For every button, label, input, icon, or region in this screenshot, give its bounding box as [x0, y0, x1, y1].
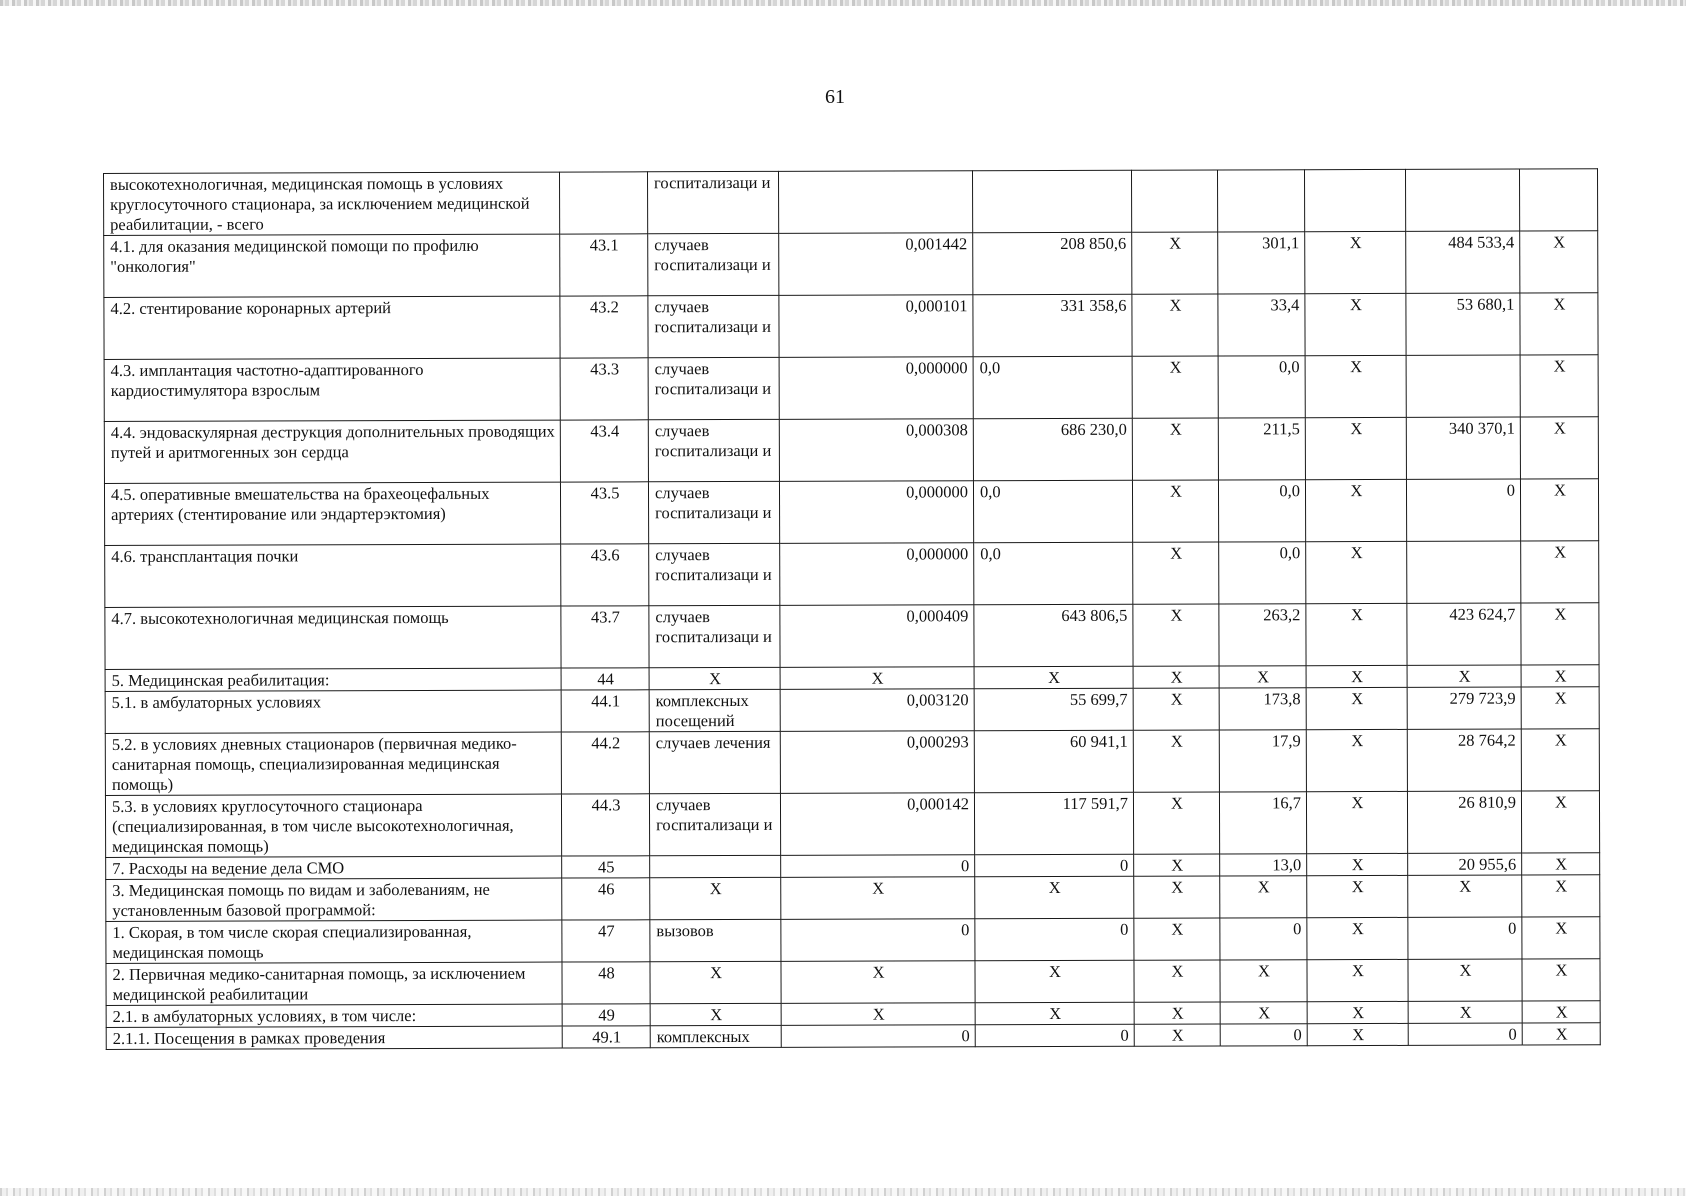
x-cell-c: X [1520, 479, 1598, 541]
row-name-cell: 3. Медицинская помощь по видам и заболеваниям, не установленным базовой программой: [106, 878, 562, 921]
norm-volume-cell: X [781, 877, 975, 920]
per-capita-cell: 17,9 [1219, 730, 1306, 792]
row-name-cell: 1. Скорая, в том числе скорая специализированная, медицинская помощь [106, 920, 562, 963]
x-cell-b: X [1307, 1001, 1408, 1023]
total-cost-cell: X [1408, 875, 1522, 917]
per-capita-cell: 173,8 [1219, 688, 1306, 730]
per-capita-cell: 0 [1220, 918, 1307, 960]
x-cell-a: X [1133, 542, 1219, 604]
per-capita-cell [1217, 170, 1304, 232]
row-code-cell: 46 [562, 878, 650, 920]
row-name-cell: 5.3. в условиях круглосуточного стационара (специализированная, в том числе высокотехнологичная, медицинская помощь) [105, 794, 561, 857]
cost-per-unit-cell: 331 358,6 [973, 294, 1132, 356]
norm-volume-cell: 0,001442 [779, 233, 973, 296]
row-name-cell: 4.1. для оказания медицинской помощи по профилю "онкология" [104, 234, 560, 297]
norm-volume-cell: 0,003120 [780, 689, 974, 732]
per-capita-cell: X [1219, 666, 1306, 688]
x-cell-a: X [1133, 688, 1219, 730]
total-cost-cell: X [1408, 1001, 1522, 1023]
unit-cell: вызовов [650, 919, 781, 961]
cost-per-unit-cell: 0,0 [973, 356, 1132, 418]
x-cell-b: X [1306, 729, 1407, 791]
table-body [104, 169, 1601, 1050]
per-capita-cell: X [1220, 1002, 1307, 1024]
row-code-cell: 43.2 [560, 296, 648, 358]
row-code-cell: 43.7 [561, 606, 649, 668]
x-cell-b: X [1306, 541, 1407, 603]
x-cell-b: X [1305, 355, 1406, 417]
norm-volume-cell: 0,000101 [779, 295, 973, 358]
row-name-cell: 4.2. стентирование коронарных артерий [104, 296, 560, 359]
x-cell-c: X [1522, 1001, 1600, 1023]
row-name-cell: 4.7. высокотехнологичная медицинская помощь [105, 606, 561, 669]
row-code-cell: 43.5 [560, 482, 648, 544]
x-cell-a: X [1132, 418, 1218, 480]
norm-volume-cell: 0,000000 [780, 543, 974, 606]
row-code-cell: 48 [562, 962, 650, 1004]
x-cell-c: X [1522, 959, 1600, 1001]
cost-per-unit-cell [972, 170, 1131, 232]
table-row [105, 791, 1599, 858]
cost-per-unit-cell: X [974, 666, 1133, 688]
per-capita-cell: 0,0 [1219, 542, 1306, 604]
per-capita-cell: 0,0 [1218, 480, 1305, 542]
row-name-cell: 2.1.1. Посещения в рамках проведения [106, 1026, 562, 1049]
x-cell-a: X [1132, 232, 1218, 294]
table-row [104, 417, 1598, 484]
per-capita-cell: 263,2 [1219, 604, 1306, 666]
table-row [106, 1023, 1600, 1050]
x-cell-c: X [1522, 853, 1600, 875]
per-capita-cell: 0,0 [1218, 356, 1305, 418]
x-cell-b: X [1305, 479, 1406, 541]
row-name-cell: 5. Медицинская реабилитация: [105, 668, 561, 691]
cost-per-unit-cell: 0,0 [973, 480, 1132, 542]
x-cell-b: X [1307, 875, 1408, 917]
row-name-cell: 4.6. трансплантация почки [105, 544, 561, 607]
table-row [104, 293, 1598, 360]
norm-volume-cell: X [781, 961, 975, 1004]
cost-per-unit-cell: 55 699,7 [974, 688, 1133, 730]
per-capita-cell: 0 [1220, 1024, 1307, 1046]
row-code-cell: 44.3 [561, 794, 649, 856]
row-code-cell: 43.6 [561, 544, 649, 606]
table-row [105, 541, 1599, 608]
x-cell-c: X [1522, 917, 1600, 959]
x-cell-c: X [1520, 417, 1598, 479]
row-code-cell: 49.1 [562, 1026, 650, 1048]
x-cell-c: X [1521, 665, 1599, 687]
total-cost-cell: 53 680,1 [1406, 293, 1520, 355]
x-cell-a: X [1133, 666, 1219, 688]
x-cell-a: X [1133, 730, 1219, 792]
table-row [106, 959, 1600, 1006]
row-name-cell: 4.4. эндоваскулярная деструкция дополнительных проводящих путей и аритмогенных зон сердца [104, 420, 560, 483]
x-cell-a: X [1134, 854, 1220, 876]
x-cell-c: X [1521, 729, 1599, 791]
x-cell-b: X [1306, 687, 1407, 729]
total-cost-cell: 26 810,9 [1407, 791, 1521, 853]
norm-volume-cell: X [780, 667, 974, 690]
norm-volume-cell: 0 [781, 1025, 975, 1048]
x-cell-a: X [1134, 876, 1220, 918]
table-row [106, 875, 1600, 922]
x-cell-c [1519, 169, 1597, 231]
per-capita-cell: 16,7 [1219, 792, 1306, 854]
x-cell-a [1131, 170, 1217, 232]
x-cell-a: X [1134, 1024, 1220, 1046]
total-cost-cell [1407, 541, 1521, 603]
total-cost-cell: 484 533,4 [1406, 231, 1520, 293]
cost-per-unit-cell: 643 806,5 [974, 604, 1133, 666]
norm-volume-cell: 0,000142 [780, 793, 974, 856]
x-cell-c: X [1522, 1023, 1600, 1045]
x-cell-b: X [1307, 959, 1408, 1001]
table-row [105, 729, 1599, 796]
x-cell-a: X [1134, 1002, 1220, 1024]
table-row [105, 687, 1599, 734]
x-cell-b: X [1306, 665, 1407, 687]
total-cost-cell: 28 764,2 [1407, 729, 1521, 791]
x-cell-a: X [1132, 294, 1218, 356]
x-cell-c: X [1522, 875, 1600, 917]
cost-per-unit-cell: X [975, 1002, 1134, 1024]
data-table [103, 168, 1601, 1050]
x-cell-a: X [1133, 792, 1219, 854]
per-capita-cell: 33,4 [1218, 294, 1305, 356]
table-row [106, 917, 1600, 964]
unit-cell: случаев госпитализаци и [649, 543, 780, 605]
page-number: 61 [825, 86, 845, 108]
x-cell-c: X [1521, 541, 1599, 603]
x-cell-b [1304, 169, 1405, 231]
x-cell-c: X [1521, 687, 1599, 729]
x-cell-b: X [1305, 417, 1406, 479]
cost-per-unit-cell: 686 230,0 [973, 418, 1132, 480]
x-cell-b: X [1305, 293, 1406, 355]
unit-cell: X [650, 877, 781, 919]
cost-per-unit-cell: X [975, 876, 1134, 918]
table-row [104, 169, 1598, 236]
row-code-cell: 47 [562, 920, 650, 962]
x-cell-a: X [1134, 918, 1220, 960]
unit-cell: случаев госпитализаци и [648, 481, 779, 543]
row-name-cell: 5.1. в амбулаторных условиях [105, 690, 561, 733]
x-cell-b: X [1307, 1023, 1408, 1045]
cost-per-unit-cell: 208 850,6 [973, 232, 1132, 294]
unit-cell: случаев госпитализаци и [648, 295, 779, 357]
norm-volume-cell: 0,000293 [780, 731, 974, 794]
x-cell-c: X [1520, 355, 1598, 417]
cost-per-unit-cell: 0 [975, 918, 1134, 960]
unit-cell: случаев лечения [649, 731, 780, 793]
x-cell-a: X [1132, 356, 1218, 418]
row-code-cell: 49 [562, 1004, 650, 1026]
unit-cell: случаев госпитализаци и [648, 419, 779, 481]
norm-volume-cell: 0 [781, 919, 975, 962]
cost-per-unit-cell: 0 [975, 1024, 1134, 1046]
norm-volume-cell: 0,000409 [780, 605, 974, 668]
row-code-cell: 43.4 [560, 420, 648, 482]
unit-cell: случаев госпитализаци и [648, 357, 779, 419]
table-row [105, 603, 1599, 670]
norm-volume-cell: X [781, 1003, 975, 1026]
per-capita-cell: X [1220, 876, 1307, 918]
row-code-cell: 43.1 [560, 234, 648, 296]
norm-volume-cell: 0,000000 [779, 357, 973, 420]
table-row [104, 479, 1598, 546]
per-capita-cell: 211,5 [1218, 418, 1305, 480]
x-cell-c: X [1521, 791, 1599, 853]
cost-per-unit-cell: 0 [975, 854, 1134, 876]
row-code-cell: 44.1 [561, 690, 649, 732]
table-row [104, 231, 1598, 298]
x-cell-c: X [1520, 231, 1598, 293]
cost-per-unit-cell: 117 591,7 [974, 792, 1133, 854]
unit-cell: случаев госпитализаци и [649, 793, 780, 855]
cost-per-unit-cell: 0,0 [974, 542, 1133, 604]
unit-cell: случаев госпитализаци и [649, 605, 780, 667]
cost-per-unit-cell: X [975, 960, 1134, 1002]
x-cell-b: X [1306, 791, 1407, 853]
unit-cell: комплексных [650, 1025, 781, 1047]
table-row [104, 355, 1598, 422]
row-name-cell: 4.3. имплантация частотно-адаптированного кардиостимулятора взрослым [104, 358, 560, 421]
row-code-cell [559, 172, 647, 234]
row-code-cell: 44 [561, 668, 649, 690]
x-cell-b: X [1307, 917, 1408, 959]
unit-cell: X [650, 961, 781, 1003]
total-cost-cell: 0 [1406, 479, 1520, 541]
per-capita-cell: 13,0 [1220, 854, 1307, 876]
x-cell-c: X [1521, 603, 1599, 665]
x-cell-c: X [1520, 293, 1598, 355]
row-name-cell: 4.5. оперативные вмешательства на брахеоцефальных артериях (стентирование или эндартерэктомия) [104, 482, 560, 545]
per-capita-cell: 301,1 [1218, 232, 1305, 294]
norm-volume-cell: 0,000000 [779, 481, 973, 544]
x-cell-a: X [1134, 960, 1220, 1002]
x-cell-b: X [1306, 603, 1407, 665]
scan-edge-bottom [0, 1188, 1686, 1196]
total-cost-cell: X [1407, 665, 1521, 687]
x-cell-b: X [1305, 231, 1406, 293]
norm-volume-cell [778, 171, 972, 234]
total-cost-cell: 20 955,6 [1408, 853, 1522, 875]
row-name-cell: 2.1. в амбулаторных условиях, в том числе: [106, 1004, 562, 1027]
unit-cell: госпитализаци и [647, 171, 778, 233]
row-name-cell: 5.2. в условиях дневных стационаров (первичная медико-санитарная помощь, специализированная медицинская помощь) [105, 732, 561, 795]
cost-per-unit-cell: 60 941,1 [974, 730, 1133, 792]
scan-edge-top [0, 0, 1686, 6]
unit-cell: комплексных посещений [649, 689, 780, 731]
x-cell-a: X [1132, 480, 1218, 542]
x-cell-a: X [1133, 604, 1219, 666]
unit-cell [650, 855, 781, 877]
total-cost-cell: 340 370,1 [1406, 417, 1520, 479]
unit-cell: X [650, 1003, 781, 1025]
total-cost-cell: X [1408, 959, 1522, 1001]
per-capita-cell: X [1220, 960, 1307, 1002]
total-cost-cell [1406, 355, 1520, 417]
row-code-cell: 44.2 [561, 732, 649, 794]
total-cost-cell: 0 [1408, 917, 1522, 959]
total-cost-cell: 279 723,9 [1407, 687, 1521, 729]
total-cost-cell: 0 [1408, 1023, 1522, 1045]
unit-cell: X [649, 667, 780, 689]
row-code-cell: 45 [562, 856, 650, 878]
row-name-cell: 7. Расходы на ведение дела СМО [106, 856, 562, 879]
unit-cell: случаев госпитализаци и [648, 233, 779, 295]
x-cell-b: X [1307, 853, 1408, 875]
norm-volume-cell: 0 [781, 855, 975, 878]
row-name-cell: 2. Первичная медико-санитарная помощь, за исключением медицинской реабилитации [106, 962, 562, 1005]
row-code-cell: 43.3 [560, 358, 648, 420]
total-cost-cell [1405, 169, 1519, 231]
row-name-cell: высокотехнологичная, медицинская помощь в условиях круглосуточного стационара, за исключением медицинской реабилитации, - всего [104, 172, 560, 235]
norm-volume-cell: 0,000308 [779, 419, 973, 482]
total-cost-cell: 423 624,7 [1407, 603, 1521, 665]
